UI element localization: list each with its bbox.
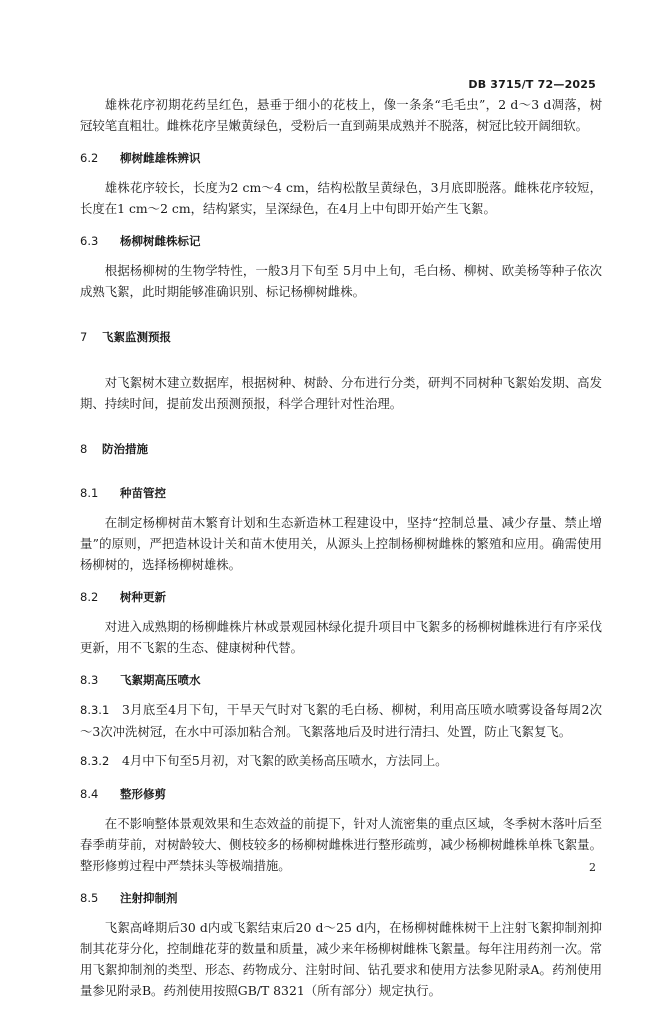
clause-8-3-1 (80, 699, 602, 742)
section-heading-8-2 (80, 588, 602, 606)
paragraph: 飞絮高峰期后30 d内或飞絮结束后20 d～25 d内，在杨柳树雌株树干上注射飞絮抑制剂抑制其花芽分化，控制雌花芽的数量和质量，减少来年杨柳树雌株飞絮量。每年注用药剂一次。常用飞絮抑制剂的类型、形态、药物成分、注射时间、钻孔要求和使用方法参见附录A。药剂使用量参见附录B。药剂使用按照GB/T 8321（所有部分）规定执行。 (80, 920, 602, 998)
paragraph: 雄株花序初期花药呈红色，悬垂于细小的花枝上，像一条条“毛毛虫”，2 d～3 d凋落，树冠较笔直粗壮。雌株花序呈嫩黄绿色，受粉后一直到蒴果成熟并不脱落，树冠比较开阔细软。 (80, 97, 602, 133)
clause-text: 4月中下旬至5月初，对飞絮的欧美杨高压喷水，方法同上。 (122, 753, 448, 768)
section-heading-8-5 (80, 889, 602, 907)
paragraph: 雄株花序较长，长度为2 cm～4 cm，结构松散呈黄绿色，3月底即脱落。雌株花序较短，长度在1 cm～2 cm，结构紧实，呈深绿色，在4月上中旬即开始产生飞絮。 (80, 180, 602, 216)
section-number: 6.2 (80, 151, 99, 165)
section-title: 整形修剪 (120, 787, 166, 801)
section-number: 8.2 (80, 590, 99, 604)
section-number: 8.4 (80, 787, 99, 801)
document-code: DB 3715/T 72—2025 (468, 78, 596, 91)
page-number: 2 (589, 861, 596, 874)
section-title: 种苗管控 (120, 486, 166, 500)
chapter-number: 8 (80, 442, 88, 456)
page-body (80, 94, 602, 1014)
clause-number: 8.3.1 (80, 703, 110, 717)
chapter-title: 飞絮监测预报 (102, 330, 171, 344)
section-number: 8.5 (80, 891, 99, 905)
section-heading-6-3 (80, 232, 602, 250)
chapter-heading-7 (80, 328, 602, 346)
chapter-title: 防治措施 (102, 442, 148, 456)
chapter-number: 7 (80, 330, 88, 344)
section-title: 树种更新 (120, 590, 166, 604)
paragraph: 对飞絮树木建立数据库，根据树种、树龄、分布进行分类，研判不同树种飞絮始发期、高发期、持续时间，提前发出预测预报，科学合理针对性治理。 (80, 375, 602, 411)
clause-number: 8.3.2 (80, 754, 110, 768)
section-title: 杨柳树雌株标记 (120, 234, 201, 248)
clause-8-3-2 (80, 750, 602, 772)
paragraph: 在不影响整体景观效果和生态效益的前提下，针对人流密集的重点区域，冬季树木落叶后至春季萌芽前，对树龄较大、侧枝较多的杨柳树雌株进行整形疏剪，减少杨柳树雌株单株飞絮量。整形修剪过程中严禁抹头等极端措施。 (80, 816, 602, 873)
section-title: 飞絮期高压喷水 (120, 673, 201, 687)
section-title: 注射抑制剂 (120, 891, 178, 905)
clause-text: 3月底至4月下旬，干旱天气时对飞絮的毛白杨、柳树，利用高压喷水喷雾设备每周2次～3次冲洗树冠，在水中可添加粘合剂。飞絮落地后及时进行清扫、处置，防止飞絮复飞。 (80, 702, 602, 739)
chapter-heading-8 (80, 440, 602, 458)
section-heading-8-3 (80, 671, 602, 689)
section-number: 8.1 (80, 486, 99, 500)
section-number: 8.3 (80, 673, 99, 687)
paragraph: 在制定杨柳树苗木繁育计划和生态新造林工程建设中，坚持“控制总量、减少存量、禁止增量”的原则，严把造林设计关和苗木使用关，从源头上控制杨柳树雌株的繁殖和应用。确需使用杨柳树的，选择杨柳树雄株。 (80, 515, 602, 572)
section-heading-6-2 (80, 149, 602, 167)
paragraph: 对进入成熟期的杨柳雌株片林或景观园林绿化提升项目中飞絮多的杨柳树雌株进行有序采伐更新，用不飞絮的生态、健康树种代替。 (80, 619, 602, 655)
paragraph: 根据杨柳树的生物学特性，一般3月下旬至 5月中上旬，毛白杨、柳树、欧美杨等种子依次成熟飞絮，此时期能够准确识别、标记杨柳树雌株。 (80, 263, 602, 299)
section-number: 6.3 (80, 234, 99, 248)
section-heading-8-4 (80, 785, 602, 803)
section-title: 柳树雌雄株辨识 (120, 151, 201, 165)
section-heading-8-1 (80, 484, 602, 502)
